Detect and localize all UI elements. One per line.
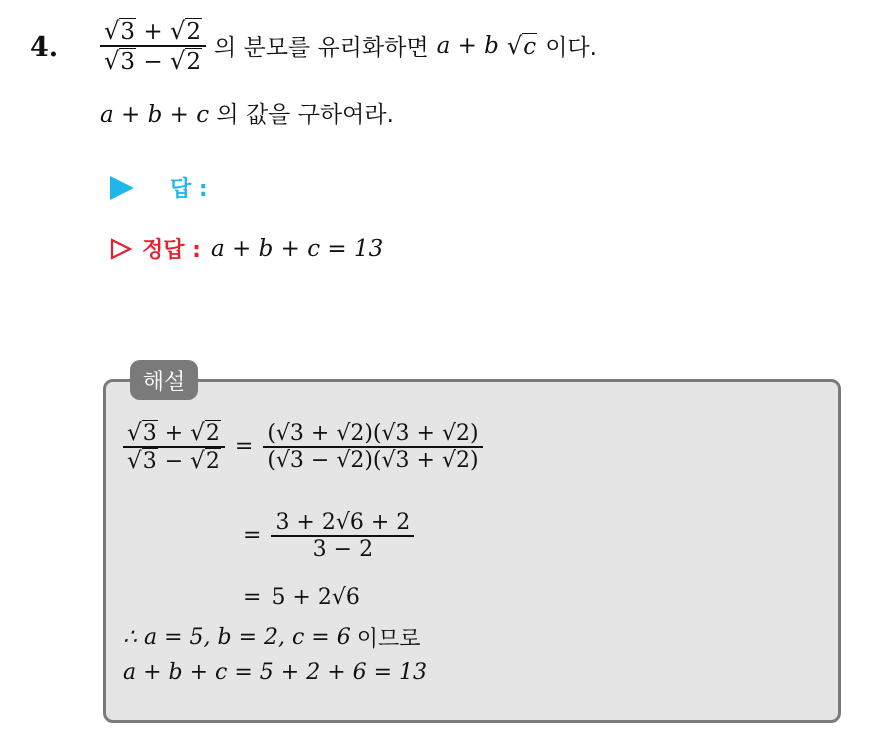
solution-step2-fraction: $\frac{3 + 2√6 + 2}{3 - 2}$ [271, 510, 414, 562]
problem-expr-1: a + b [436, 32, 499, 59]
answer-row [110, 172, 208, 203]
problem-fraction: $\frac{√3 + √2}{√3 - √2}$ [100, 17, 206, 75]
solution-therefore: ∴ a = 5, b = 2, c = 6 이므로 [123, 625, 421, 652]
problem-text-2: 이다. [545, 35, 597, 62]
correct-answer-expr: a + b + c = 13 [210, 235, 384, 262]
problem-line-2 [100, 96, 394, 129]
solution-tab: 해설 [130, 360, 198, 400]
solution-step-3: = 5 + 2√6 [243, 585, 360, 610]
sqrt: √2 [169, 46, 201, 75]
problem-number: 4. [30, 32, 59, 63]
correct-answer-label: 정답 : [142, 238, 201, 263]
problem-text-3: 의 값을 구하여라. [216, 102, 394, 128]
problem-text-1: 의 분모를 유리화하면 [213, 35, 429, 62]
problem-expr-2: a + b + c [100, 102, 210, 128]
problem-line-1 [100, 17, 597, 75]
solution-lhs-fraction: $\frac{√3 + √2}{√3 - √2}$ [123, 420, 225, 474]
solution-step-1: $\frac{√3 + √2}{√3 - √2}$ = $\frac{(√3 + √2)(√3 + √2)}{(√3 - √2)(√3 + √2)}$ [123, 420, 483, 474]
solution-step-2: = $\frac{3 + 2√6 + 2}{3 - 2}$ [243, 510, 414, 562]
solution-rhs-fraction: $\frac{(√3 + √2)(√3 + √2)}{(√3 - √2)(√3 + √2)}$ [263, 421, 482, 473]
sqrt: √2 [169, 17, 201, 45]
play-triangle-icon [110, 176, 134, 200]
sqrt-c: √c [506, 31, 537, 60]
solution-final: a + b + c = 5 + 2 + 6 = 13 [123, 660, 428, 685]
sqrt: √3 [104, 17, 136, 45]
outline-triangle-icon [110, 238, 132, 260]
answer-label: 답 : [170, 177, 208, 202]
sqrt: √3 [104, 46, 136, 75]
correct-answer-row [110, 233, 383, 264]
